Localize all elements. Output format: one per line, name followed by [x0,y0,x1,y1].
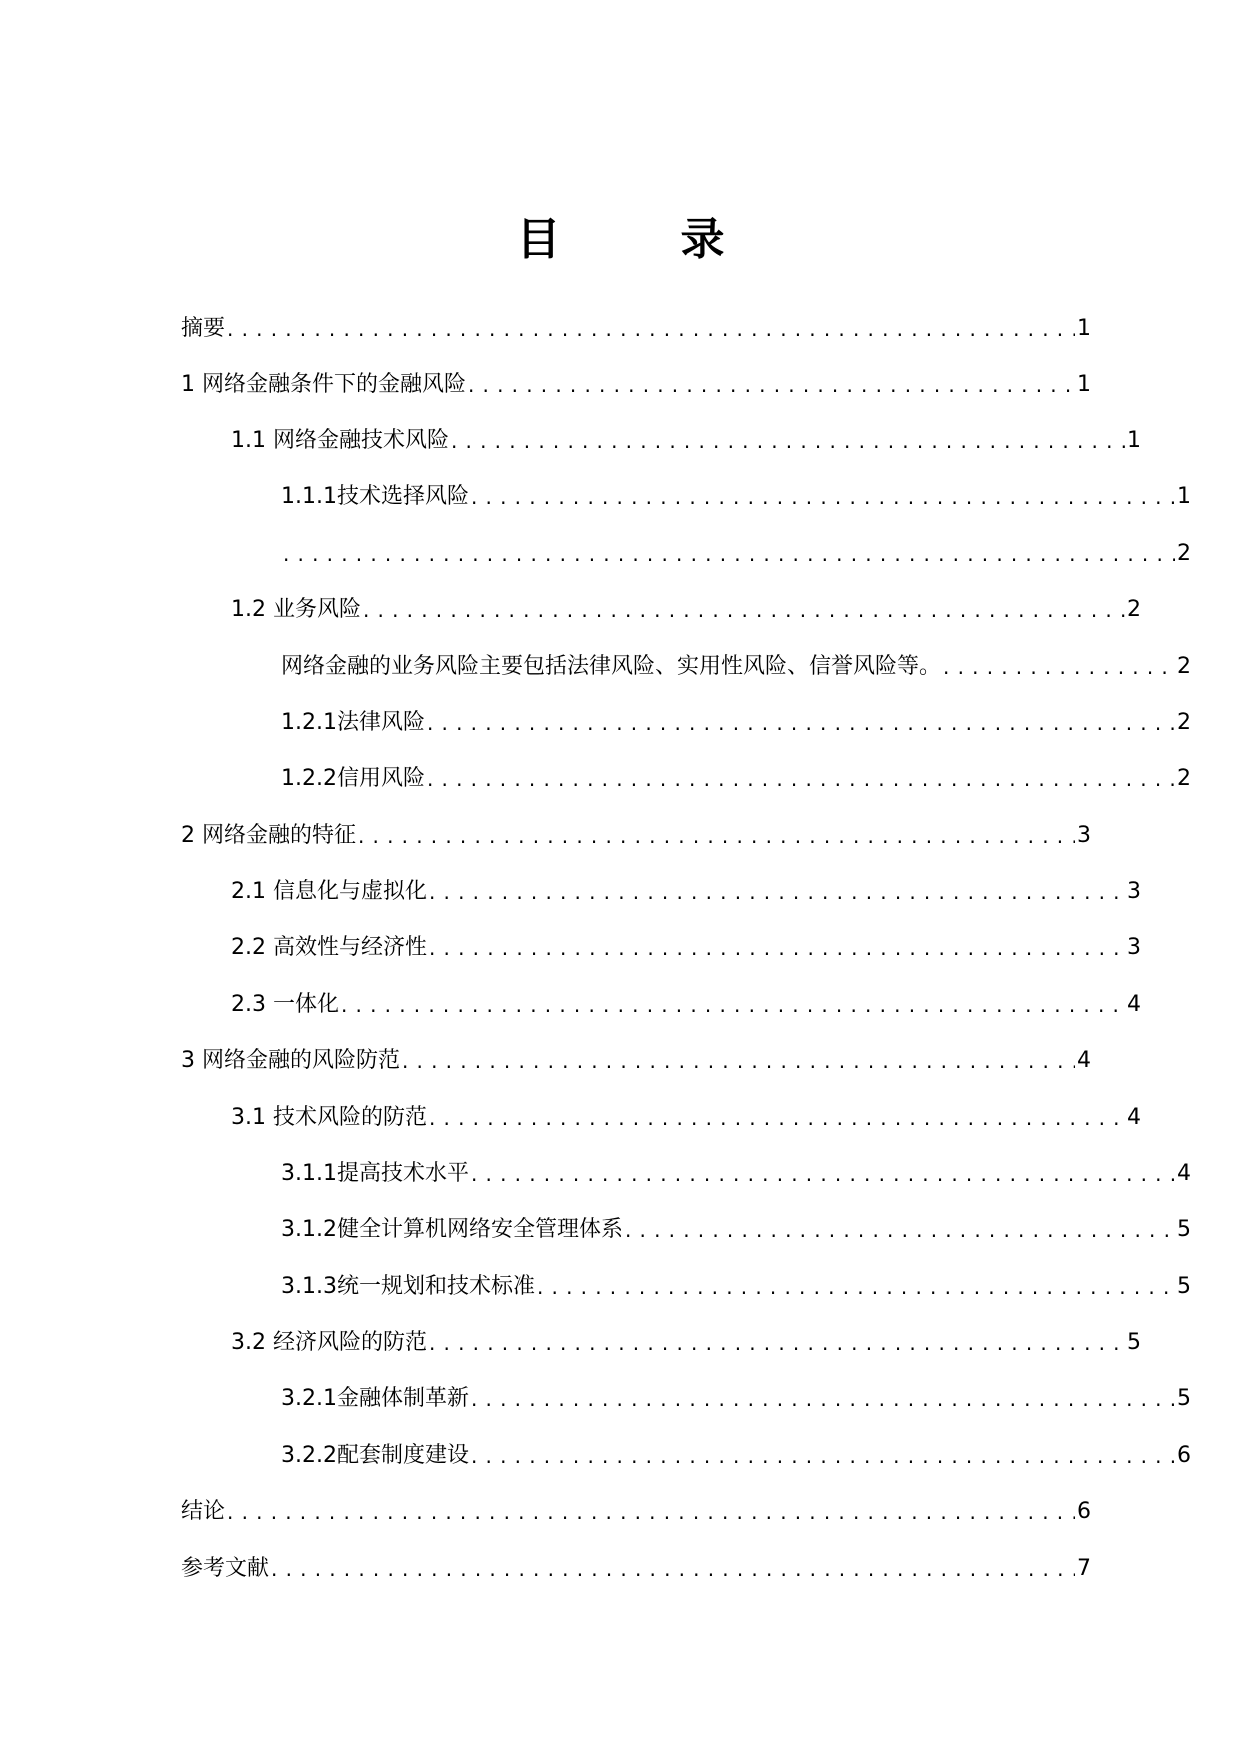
toc-entry-page: 2 [1177,766,1191,791]
toc-entry-label: 2.1 信息化与虚拟化 [231,879,427,904]
toc-entry-page: 1 [1177,484,1191,509]
toc-entry-label: 1.1 网络金融技术风险 [231,428,449,453]
toc-entry-page: 2 [1177,541,1191,566]
toc-entry-page: 6 [1177,1443,1191,1468]
toc-entry-page: 4 [1127,992,1141,1017]
dot-leader [625,1216,1175,1244]
toc-entry-page: 2 [1177,654,1191,679]
dot-leader [943,653,1175,681]
toc-entry[interactable] [181,1373,1191,1413]
toc-entry-page: 3 [1127,879,1141,904]
toc-entry[interactable] [181,979,1141,1019]
dot-leader [468,371,1075,399]
toc-entry-page: 1 [1127,428,1141,453]
toc-entry-page: 3 [1077,823,1091,848]
toc-entry[interactable] [181,303,1091,343]
toc-entry[interactable] [181,922,1141,962]
toc-entry-label: 3.2.1金融体制革新 [281,1386,469,1411]
toc-entry-label: 3.1.1提高技术水平 [281,1161,469,1186]
toc-entry[interactable] [181,1035,1091,1075]
toc-entry-page: 4 [1177,1161,1191,1186]
dot-leader [283,540,1175,568]
toc-entry-page: 3 [1127,935,1141,960]
toc-entry[interactable] [181,1317,1141,1357]
title-char-1: 目 [516,214,561,265]
toc-entry[interactable] [181,1543,1091,1583]
dot-leader [451,427,1125,455]
toc-entry[interactable] [181,1204,1191,1244]
toc-entry[interactable] [181,641,1191,681]
toc-entry-label: 结论 [181,1499,226,1524]
toc-entry-page: 2 [1127,597,1141,622]
toc-entry-label: 1.2 业务风险 [231,597,361,622]
toc-entry-label: 摘要 [181,316,226,341]
page-title [0,210,1241,270]
toc-entry-label: 1.1.1技术选择风险 [281,484,469,509]
toc-entry-label: 2.2 高效性与经济性 [231,935,427,960]
toc-entry[interactable] [181,471,1191,511]
toc-entry[interactable] [181,1486,1091,1526]
toc-entry[interactable] [181,1092,1141,1132]
dot-leader [427,765,1175,793]
toc-entry-label: 3.2 经济风险的防范 [231,1330,427,1355]
toc-entry-label: 3.2.2配套制度建设 [281,1443,469,1468]
toc-entry-page: 6 [1077,1499,1091,1524]
toc-entry-page: 2 [1177,710,1191,735]
toc-entry-label: 3.1.2健全计算机网络安全管理体系 [281,1217,623,1242]
toc-entry[interactable] [181,1148,1191,1188]
dot-leader [471,1385,1175,1413]
toc-entry-page: 5 [1177,1386,1191,1411]
toc-entry-page: 4 [1127,1105,1141,1130]
dot-leader [429,878,1125,906]
dot-leader [471,483,1175,511]
dot-leader [537,1273,1175,1301]
toc-entry-page: 7 [1077,1556,1091,1581]
title-char-2: 录 [680,214,725,265]
toc-entry-page: 5 [1177,1217,1191,1242]
toc-entry-label: 1 网络金融条件下的金融风险 [181,372,466,397]
dot-leader [427,709,1175,737]
toc-entry-page: 4 [1077,1048,1091,1073]
dot-leader [471,1160,1175,1188]
toc-entry-label: 2 网络金融的特征 [181,823,356,848]
toc-entry-label: 3.1.3统一规划和技术标准 [281,1274,535,1299]
toc-entry-label: 1.2.1法律风险 [281,710,425,735]
toc-entry[interactable] [181,753,1191,793]
toc-entry-label: 参考文献 [181,1556,270,1581]
toc-entry[interactable] [181,1261,1191,1301]
toc-entry-label: 3.1 技术风险的防范 [231,1105,427,1130]
toc-entry[interactable] [181,359,1091,399]
toc-entry[interactable] [181,697,1191,737]
toc-entry-label: 3 网络金融的风险防范 [181,1048,400,1073]
toc-entry-label: 2.3 一体化 [231,992,339,1017]
toc-entry[interactable] [181,528,1191,568]
toc-entry-page: 1 [1077,316,1091,341]
dot-leader [429,1104,1125,1132]
dot-leader [341,991,1125,1019]
dot-leader [358,822,1075,850]
dot-leader [227,315,1075,343]
dot-leader [429,934,1125,962]
toc-entry[interactable] [181,415,1141,455]
toc-entry[interactable] [181,810,1091,850]
dot-leader [471,1442,1175,1470]
dot-leader [227,1498,1075,1526]
dot-leader [402,1047,1075,1075]
toc-entry-page: 5 [1177,1274,1191,1299]
dot-leader [363,596,1125,624]
toc-entry-page: 5 [1127,1330,1141,1355]
dot-leader [429,1329,1125,1357]
toc-entry[interactable] [181,1430,1191,1470]
dot-leader [271,1555,1075,1583]
toc-entry[interactable] [181,866,1141,906]
toc-entry-label: 网络金融的业务风险主要包括法律风险、实用性风险、信誉风险等。 [281,654,942,679]
toc-entry-page: 1 [1077,372,1091,397]
toc-entry[interactable] [181,584,1141,624]
toc-entry-label: 1.2.2信用风险 [281,766,425,791]
